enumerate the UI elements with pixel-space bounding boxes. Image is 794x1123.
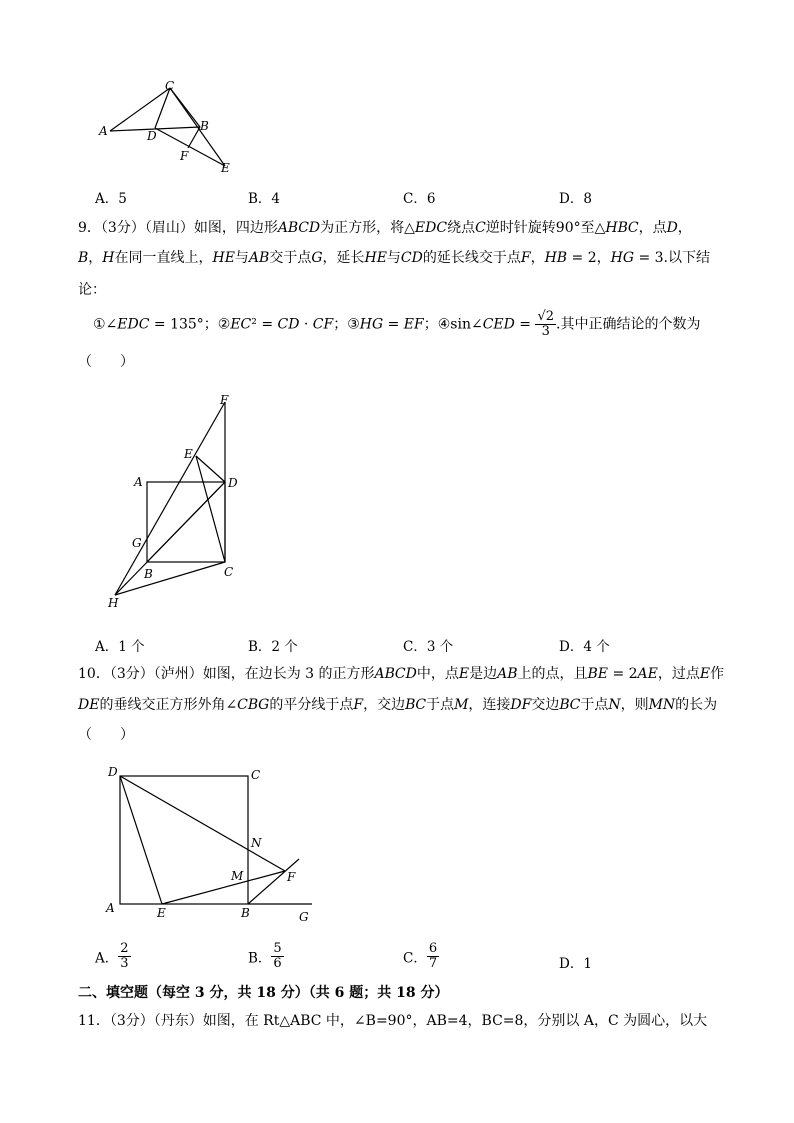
- q10-label-b: B: [241, 906, 250, 920]
- q10-label-g: G: [299, 910, 309, 924]
- q9-label-g: G: [132, 536, 142, 550]
- q9-option-b[interactable]: B．2 个: [248, 639, 298, 655]
- q10-label-f: F: [287, 870, 296, 884]
- q9-option-c[interactable]: C．3 个: [403, 639, 454, 655]
- q9-answer-blank: （ ）: [78, 354, 134, 370]
- q10-stem-line2: 𝐷𝐸的垂线交正方形外角∠𝐶𝐵𝐺的平分线于点𝐹，交边𝐵𝐶于点𝑀，连接𝐷𝐹交边𝐵𝐶于点𝑁，则𝑀𝑁的长为: [78, 697, 718, 713]
- q8-option-a[interactable]: A．5: [95, 191, 127, 207]
- q8-option-c[interactable]: C．6: [403, 191, 436, 207]
- q9-label-a: A: [134, 475, 143, 489]
- q8-figure: [95, 80, 245, 175]
- q10-option-d[interactable]: D．1: [559, 956, 592, 972]
- q10-label-m: M: [231, 869, 244, 883]
- q10-stem-line1: 10．（3分）（泸州）如图，在边长为 3 的正方形𝐴𝐵𝐶𝐷中，点𝐸是边𝐴𝐵上的点，且𝐵𝐸 = 2𝐴𝐸，过点𝐸作: [78, 666, 725, 682]
- q10-label-d: D: [108, 765, 118, 779]
- q10-label-a: A: [106, 901, 115, 915]
- q8-label-e: E: [221, 161, 230, 175]
- q10-label-n: N: [251, 836, 262, 850]
- q9-conclusions-text: ①∠𝐸𝐷𝐶 = 135°；②𝐸𝐶² = 𝐶𝐷 · 𝐶𝐹；③𝐻𝐺 = 𝐸𝐹；④sin∠𝐶𝐸𝐷 =: [93, 316, 536, 333]
- q10-option-b[interactable]: B． $\frac{5}{6}$: [248, 941, 282, 971]
- section-heading-fill-in: 二、填空题（每空 3 分，共 18 分）（共 6 题；共 18 分）: [78, 985, 449, 1001]
- q8-label-b: B: [200, 119, 209, 133]
- q10-option-a[interactable]: A． $\frac{2}{3}$: [95, 941, 129, 971]
- q9-option-a[interactable]: A．1 个: [95, 639, 145, 655]
- q9-sin-fraction: $\frac{√2}{3}$: [537, 309, 555, 339]
- q10-option-c[interactable]: C． $\frac{6}{7}$: [403, 941, 438, 971]
- q8-option-b[interactable]: B．4: [248, 191, 281, 207]
- q8-label-c: C: [165, 80, 175, 93]
- q9-conclusions-tail: .其中正确结论的个数为: [556, 316, 701, 333]
- q10-figure: [100, 760, 320, 930]
- q10-answer-blank: （ ）: [78, 727, 134, 743]
- q10-label-c: C: [251, 768, 261, 782]
- q9-stem-line3: 论：: [78, 282, 106, 298]
- q11-stem-line1: 11．（3分）（丹东）如图，在 Rt△ABC 中，∠B=90°，AB=4，BC=8，分别以 A，C 为圆心，以大: [78, 1013, 708, 1029]
- q9-label-d: D: [228, 476, 238, 490]
- q8-label-d: D: [147, 129, 157, 143]
- q9-conclusions: [93, 310, 701, 339]
- q9-label-h: H: [108, 596, 119, 610]
- q9-figure: [100, 392, 250, 614]
- q9-label-e: E: [184, 447, 193, 461]
- q8-label-a: A: [99, 124, 108, 138]
- q8-option-d[interactable]: D．8: [559, 191, 592, 207]
- q9-label-c: C: [224, 565, 234, 579]
- q9-stem-line1: 9．（3分）（眉山）如图，四边形𝐴𝐵𝐶𝐷为正方形，将△𝐸𝐷𝐶绕点𝐶逆时针旋转90°至△𝐻𝐵𝐶，点𝐷，: [78, 220, 692, 236]
- q9-stem-line2: 𝐵，𝐻在同一直线上，𝐻𝐸与𝐴𝐵交于点𝐺，延长𝐻𝐸与𝐶𝐷的延长线交于点𝐹，𝐻𝐵 = 2，𝐻𝐺 = 3.以下结: [78, 250, 711, 266]
- q9-option-d[interactable]: D．4 个: [559, 639, 610, 655]
- q8-label-f: F: [180, 149, 189, 163]
- q9-label-b: B: [144, 567, 153, 581]
- q9-label-f: F: [220, 393, 229, 407]
- q10-label-e: E: [157, 906, 166, 920]
